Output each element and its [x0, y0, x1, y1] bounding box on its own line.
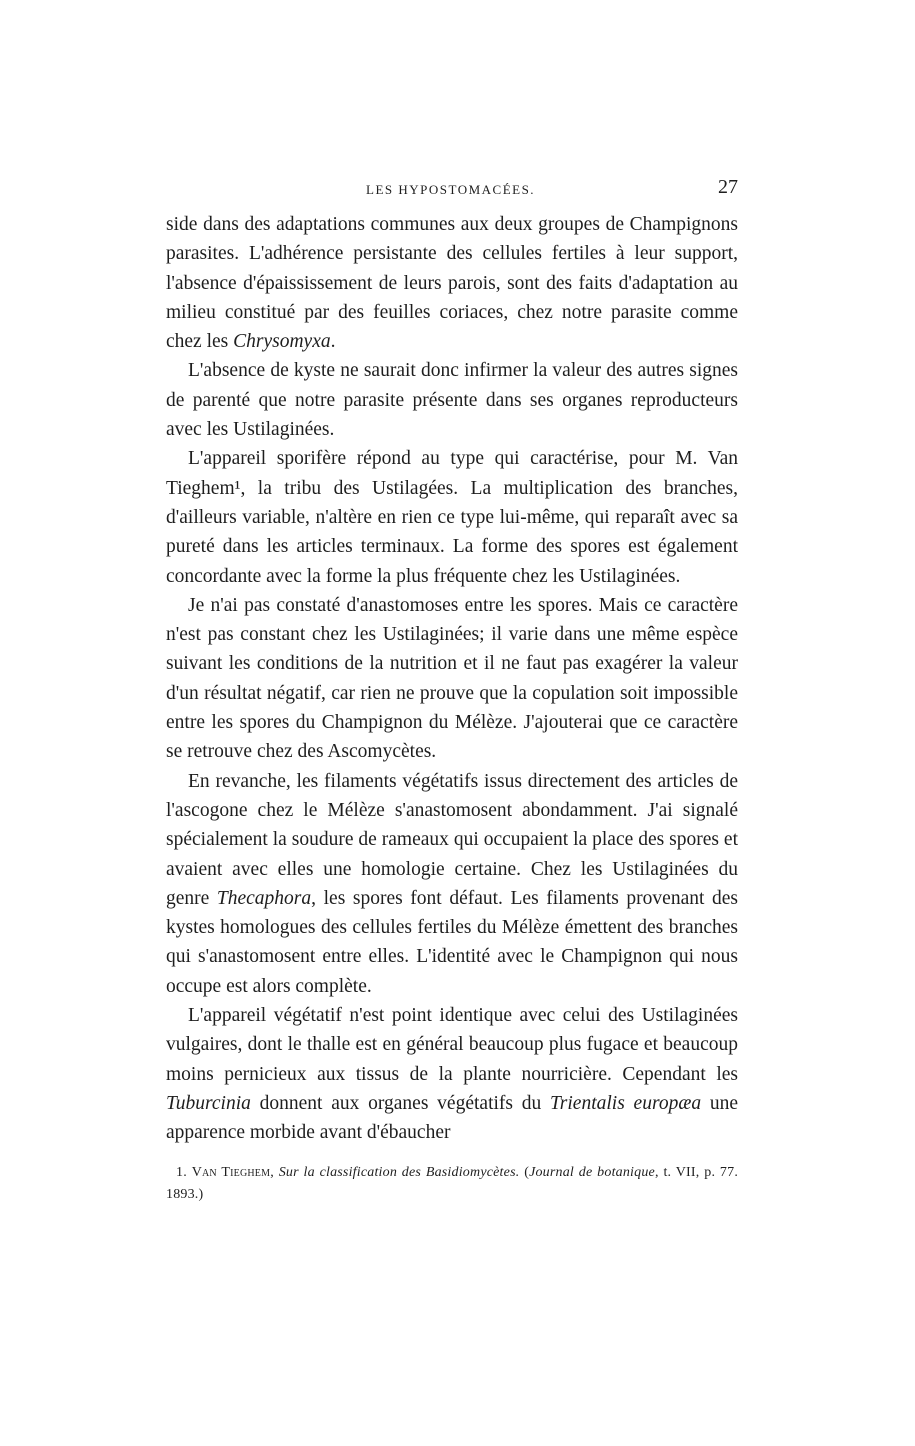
- page: [166, 176, 738, 1206]
- text-run: donnent aux organes végétatifs du: [250, 1092, 551, 1114]
- text-run: En revanche, les filaments végétatifs issus directement des articles de l'ascogone chez le Mélèze s'anastomosent abondamment. J'ai signalé spécialement la soudure de rameaux qui occupaient la place des spores et avaient avec elles une homologie certaine. Chez les Ustilaginées du genre: [166, 770, 738, 909]
- footnote-separator: ,: [270, 1164, 279, 1180]
- paragraph: [166, 767, 738, 1001]
- paragraph: [166, 444, 738, 590]
- text-run: Je n'ai pas constaté d'anastomoses entre les spores. Mais ce caractère n'est pas constant chez les Ustilaginées; il varie dans une même espèce suivant les conditions de la nutrition et il ne faut pas exagérer la valeur d'un résultat négatif, car rien ne prouve que la copulation soit impossible entre les spores du Champignon du Mélèze. J'ajouterai que ce caractère se retrouve chez des Ascomycètes.: [166, 594, 738, 763]
- page-number: 27: [718, 176, 738, 198]
- text-run: side dans des adaptations communes aux deux groupes de Champignons parasites. L'adhérence persistante des cellules fertiles à leur support, l'absence d'épaississement de leurs parois, sont des faits d'adaptation au milieu constitué par des feuilles coriaces, chez notre parasite comme chez les: [166, 214, 738, 353]
- text-run: L'appareil sporifère répond au type qui caractérise, pour M. Van Tieghem¹, la tribu des Ustilagées. La multiplication des branches, d'ailleurs variable, n'altère en rien ce type lui-même, qui reparaît avec sa pureté dans les articles terminaux. La forme des spores est également concordante avec la forme la plus fréquente chez les Ustilaginées.: [166, 448, 738, 587]
- body-text: [166, 210, 738, 1148]
- footnote-journal-open: (: [519, 1164, 530, 1180]
- text-run: L'absence de kyste ne saurait donc infirmer la valeur des autres signes de parenté que notre parasite présente dans ses organes reproducteurs avec les Ustilaginées.: [166, 360, 738, 441]
- italic-term: Thecaphora: [216, 887, 312, 909]
- text-run: , les spores font défaut. Les filaments provenant des kystes homologues des cellules fertiles du Mélèze émettent des branches qui s'anastomosent entre elles. L'identité avec le Champignon qui nous occupe est alors complète.: [166, 887, 738, 997]
- footnote-title: Sur la classification des Basidiomycètes.: [278, 1164, 520, 1180]
- paragraph: [166, 210, 738, 356]
- running-head: [166, 176, 738, 210]
- running-title: LES HYPOSTOMACÉES.: [366, 182, 536, 197]
- text-run: une apparence morbide avant d'ébaucher: [166, 1092, 738, 1144]
- paragraph: [166, 356, 738, 444]
- italic-term: Chrysomyxa: [233, 331, 331, 353]
- footnote: [166, 1162, 738, 1206]
- paragraph: [166, 591, 738, 767]
- paragraph: [166, 1001, 738, 1147]
- text-run: .: [330, 331, 336, 353]
- footnote-rest: , t. VII, p. 77. 1893.): [166, 1164, 739, 1202]
- text-run: L'appareil végétatif n'est point identique avec celui des Ustilaginées vulgaires, dont le thalle est en général beaucoup plus fugace et beaucoup moins pernicieux aux tissus de la plante nourricière. Cependant les: [166, 1005, 738, 1085]
- footnote-journal: Journal de botanique: [529, 1164, 655, 1180]
- italic-term: Tuburcinia: [166, 1092, 251, 1114]
- italic-term: Trientalis europæa: [550, 1092, 702, 1114]
- footnote-author: Van Tieghem: [191, 1164, 271, 1180]
- footnote-number: 1.: [176, 1164, 187, 1180]
